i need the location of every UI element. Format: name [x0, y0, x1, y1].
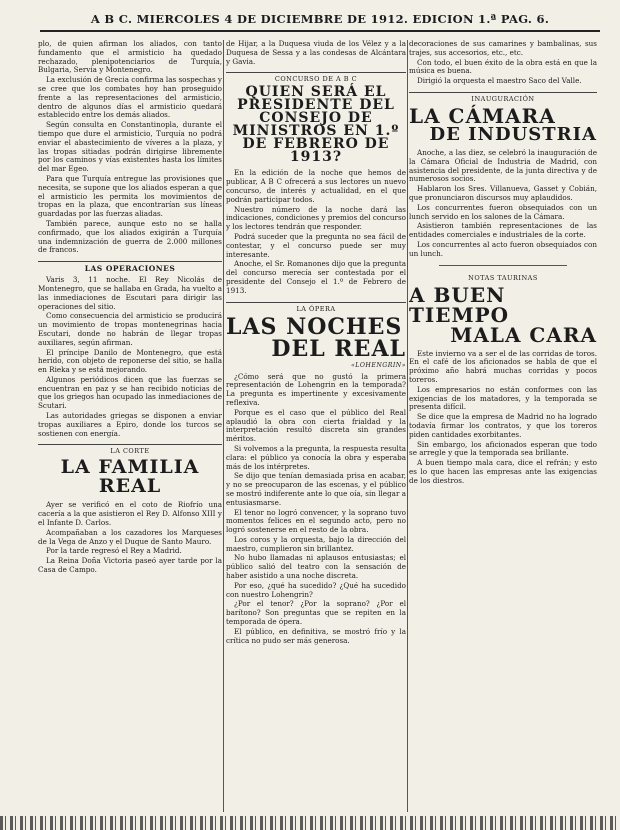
- paragraph: Los coros y la orquesta, bajo la dirección del maestro, cumplieron sin brillantez.: [226, 534, 406, 553]
- column-1: [38, 40, 222, 812]
- section-label-corte: LA CORTE: [38, 444, 222, 455]
- section-label-concurso: CONCURSO DE A B C: [226, 72, 406, 83]
- paragraph: La exclusión de Grecia confirma las sospechas y se cree que los combates hoy han proseguido frente a las representaciones del armisticio, dentro de algunos días el armisticio quedará establecido entre los demás aliados.: [38, 75, 222, 120]
- paragraph: Si volvemos a la pregunta, la respuesta resulta clara: el público ya conocía la obra y esperaba más de los intérpretes.: [226, 443, 406, 471]
- paragraph: Anoche, a las diez, se celebró la inauguración de la Cámara Oficial de Industria de Madrid, con asistencia del presidente, de la junta directiva y de numerosos socios.: [409, 147, 597, 184]
- paragraph: Como consecuencia del armisticio se producirá un movimiento de tropas montenegrinas hacia Escutari, donde no habrán de llegar tropas auxiliares, según afirman.: [38, 311, 222, 347]
- section-heading-operaciones: LAS OPERACIONES: [38, 261, 222, 273]
- paragraph: Para que Turquía entregue las provisiones que necesita, se supone que los aliados esperan a que el armisticio les permita los movimientos de tropas en la plaza, que encontrarían sus líneas guardadas por las fuerzas aliadas.: [38, 173, 222, 219]
- paragraph: Porque es el caso que el público del Real aplaudió la obra con cierta frialdad y la interpretación resultó discreta sin grandes méritos.: [226, 407, 406, 444]
- paragraph: Las autoridades griegas se disponen a enviar tropas auxiliares a Epiro, donde los turcos se sostienen con energía.: [38, 411, 222, 438]
- paragraph: La Reina Doña Victoria paseó ayer tarde por la Casa de Campo.: [38, 556, 222, 575]
- page-header: A B C. MIERCOLES 4 DE DICIEMBRE DE 1912. EDICION 1.ª PAG. 6.: [40, 8, 600, 32]
- column-3: [409, 40, 597, 812]
- column-2: [226, 40, 406, 812]
- paragraph: El público, en definitiva, se mostró frío y la crítica no pudo ser más generosa.: [226, 626, 406, 645]
- paragraph: A buen tiempo mala cara, dice el refrán; y esto es lo que hacen las empresas ante las exigencias de los diestros.: [409, 458, 597, 485]
- paragraph: No hubo llamadas ni aplausos entusiastas; el público salió del teatro con la sensación de haber asistido a una noche discreta.: [226, 553, 406, 581]
- paragraph: Por eso, ¿qué ha sucedido? ¿Qué ha sucedido con nuestro Lohengrin?: [226, 580, 406, 599]
- article-title-camara: LA CÁMARA: [409, 103, 556, 128]
- paragraph: Acompañaban a los cazadores los Marqueses de la Vega de Anzo y el Duque de Santo Mauro.: [38, 527, 222, 546]
- paragraph: Sin embargo, los aficionados esperan que todo se arregle y que la temporada sea brillante.: [409, 439, 597, 458]
- article-title-mala-cara: MALA CARA: [450, 322, 597, 347]
- article-title-del-real: DEL REAL: [271, 335, 406, 362]
- article-title-presidente: QUIEN SERÁ EL PRESIDENTE DEL CONSEJO DE MINISTROS EN 1.º DE FEBRERO DE 1913?: [232, 84, 400, 166]
- paragraph: Algunos periódicos dicen que las fuerzas se encuentran en paz y se han recibido noticias de que los griegos han ocupado las inmediaciones de Scutari.: [38, 374, 222, 411]
- paragraph: Se dice que la empresa de Madrid no ha logrado todavía firmar los contratos, y que los toreros piden cantidades exorbitantes.: [409, 412, 597, 439]
- paragraph: Anoche, el Sr. Romanones dijo que la pregunta del concurso merecía ser contestada por el presidente del Consejo el 1.º de Febrero de 1913.: [226, 259, 406, 295]
- paragraph: Los concurrentes fueron obsequiados con un lunch servido en los salones de la Cámara.: [409, 202, 597, 221]
- paragraph: Este invierno va a ser el de las corridas de toros. En el café de los aficionados se habla de que el próximo año habrá muchas corridas y pocos toreros.: [409, 348, 597, 384]
- paragraph: Según consulta en Constantinopla, durante el tiempo que dure el armisticio, Turquía no podrá enviar el abastecimiento de víveres a la plaza, y las tropas sitiadas podrán dirigirse libremente por los caminos y vías existentes hasta los límites del mar Egeo.: [38, 120, 222, 174]
- section-label-taurinas: NOTAS TAURINAS: [468, 273, 538, 282]
- paragraph: Con todo, el buen éxito de la obra está en que la música es buena.: [409, 57, 597, 76]
- paragraph: Los concurrentes al acto fueron obsequiados con un lunch.: [409, 239, 597, 258]
- article-title-buen-tiempo: A BUEN TIEMPO: [409, 282, 510, 327]
- paragraph: Se dijo que tenían demasiada prisa en acabar, y no se preocuparon de las escenas, y el público se mostró indiferente ante lo que oía, sin llegar a entusiasmarse.: [226, 471, 406, 507]
- paragraph: En la edición de la noche que hemos de publicar, A B C ofrecerá a sus lectores un nuevo concurso, de interés y actualidad, en el que podrán participar todos.: [226, 168, 406, 204]
- paragraph: También parece, aunque esto no se halla confirmado, que los aliados exigirán a Turquía una indemnización de guerra de 2.000 millones de francos.: [38, 218, 222, 255]
- article-subtitle-lohengrin: «LOHENGRIN»: [350, 361, 406, 369]
- paragraph: plo, de quien afirman los aliados, con tanto fundamento que el armisticio ha quedado rechazado, plenipotenciarios de Turquía, Bulgaria, Servia y Montenegro.: [38, 40, 222, 75]
- paragraph: El príncipe Danilo de Montenegro, que está herido, con objeto de reponerse del sitio, se halla en Rieka y se está mejorando.: [38, 347, 222, 375]
- paragraph: Podrá suceder que la pregunta no sea fácil de contestar, y el concurso puede ser muy interesante.: [226, 231, 406, 259]
- paragraph: Nuestro número de la noche dará las indicaciones, condiciones y premios del concurso y los lectores tendrán que responder.: [226, 204, 406, 232]
- divider: [439, 265, 567, 266]
- paragraph: de Hijar, a la Duquesa viuda de los Vélez y a la Duquesa de Sessa y a las condesas de Alcántara y Gavia.: [226, 40, 406, 66]
- section-label-inauguracion: INAUGURACIÓN: [409, 92, 597, 103]
- article-title-familia-real: LA FAMILIA REAL: [60, 456, 200, 498]
- paragraph: Los empresarios no están conformes con las exigencias de los matadores, y la temporada se presenta difícil.: [409, 384, 597, 412]
- scan-edge-strip: [0, 816, 620, 830]
- paragraph: ¿Por el tenor? ¿Por la soprano? ¿Por el barítono? Son preguntas que se repiten en la temporada de ópera.: [226, 599, 406, 627]
- paragraph: Ayer se verificó en el coto de Riofrío una cacería a la que asistieron el Rey D. Alfonso XIII y el Infante D. Carlos.: [38, 500, 222, 528]
- article-title-noches: LAS NOCHES: [226, 313, 403, 340]
- paragraph: Dirigió la orquesta el maestro Saco del Valle.: [417, 76, 582, 86]
- article-title-industria: DE INDUSTRIA: [429, 123, 597, 145]
- paragraph: decoraciones de sus camarines y bambalinas, sus trajes, sus accesorios, etc., etc.: [409, 40, 597, 57]
- column-rule: [407, 40, 408, 812]
- paragraph: Hablaron los Sres. Villanueva, Gasset y Cobián, que pronunciaron discursos muy aplaudidos.: [409, 184, 597, 202]
- paragraph: El tenor no logró convencer, y la soprano tuvo momentos felices en el segundo acto, pero no logró sostenerse en el resto de la obra.: [226, 507, 406, 535]
- column-rule: [223, 40, 224, 812]
- section-label-opera: LA ÓPERA: [226, 302, 406, 313]
- paragraph: Asistieron también representaciones de las entidades comerciales e industriales de la corte.: [409, 221, 597, 240]
- paragraph: Varis 3, 11 noche. El Rey Nicolás de Montenegro, que se hallaba en Grada, ha vuelto a las inmediaciones de Escutari para dirigir las operaciones del sitio.: [38, 275, 222, 311]
- paragraph: Por la tarde regresó el Rey a Madrid.: [46, 546, 182, 556]
- paragraph: ¿Cómo será que no gustó la primera representación de Lohengrin en la temporada? La pregunta es impertinente y excesivamente reflexiva.: [226, 371, 406, 407]
